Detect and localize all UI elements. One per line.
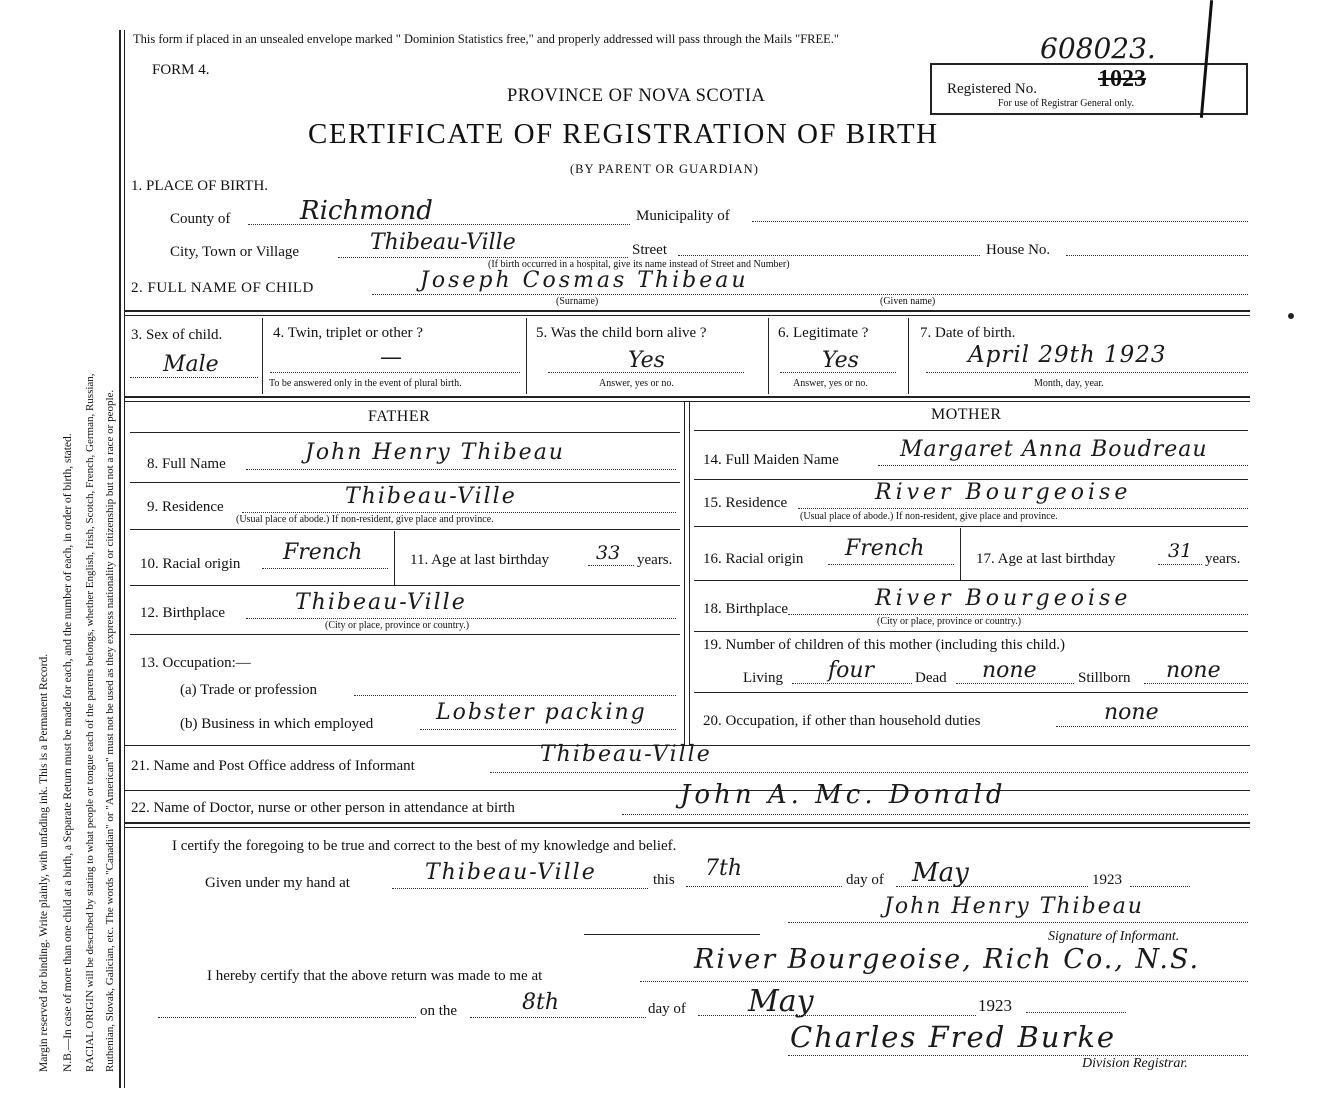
dead-value: none (982, 658, 1037, 683)
mother-age-label: 17. Age at last birthday (976, 551, 1116, 567)
on-the-label: on the (420, 1003, 458, 1019)
mother-residence-label: 15. Residence (703, 495, 788, 511)
day-of-label: day of (846, 872, 884, 888)
this-day: 7th (705, 856, 743, 881)
county-label: County of (170, 211, 231, 227)
city-value: Thibeau-Ville (370, 230, 516, 255)
registrar-day-of-label: day of (648, 1001, 686, 1017)
mother-occupation-label: 20. Occupation, if other than household duties (703, 713, 981, 729)
business-label: (b) Business in which employed (180, 716, 374, 732)
father-heading: FATHER (368, 408, 431, 425)
registrar-title: Division Registrar. (1082, 1056, 1188, 1071)
mother-heading: MOTHER (931, 406, 1002, 423)
registrar-day: 8th (522, 990, 560, 1015)
left-border (119, 30, 121, 1088)
registered-number-struck: 1023 (1098, 66, 1146, 92)
registered-label: Registered No. (947, 81, 1037, 97)
registrar-month: May (748, 984, 814, 1019)
hospital-note: (If birth occurred in a hospital, give its name instead of Street and Number) (488, 259, 790, 270)
legitimate-value: Yes (822, 348, 859, 373)
ink-dot (1288, 313, 1294, 319)
doctor-value: John A. Mc. Donald (680, 780, 1007, 810)
house-label: House No. (986, 242, 1051, 258)
registrar-statement: I hereby certify that the above return was made to me at (207, 968, 543, 984)
alive-note: Answer, yes or no. (599, 378, 674, 389)
father-age-label: 11. Age at last birthday (410, 552, 549, 568)
twin-note: To be answered only in the event of plural birth. (269, 378, 462, 389)
county-value: Richmond (300, 196, 433, 226)
province-title: PROVINCE OF NOVA SCOTIA (507, 86, 766, 106)
sex-label: 3. Sex of child. (131, 327, 223, 343)
informant-label: 21. Name and Post Office address of Informant (131, 758, 415, 774)
children-label: 19. Number of children of this mother (including this child.) (703, 637, 1066, 653)
informant-value: Thibeau-Ville (540, 742, 712, 767)
occupation-label: 13. Occupation:— (140, 655, 251, 671)
place-of-birth-heading: 1. PLACE OF BIRTH. (131, 178, 269, 194)
form-number: FORM 4. (152, 62, 210, 78)
father-age-value: 33 (596, 542, 621, 564)
father-age-unit: years. (637, 552, 673, 568)
registrar-signature: Charles Fred Burke (790, 1020, 1117, 1054)
margin-line-3: RACIAL ORIGIN will be described by stating to what people or tongue each of the parents belongs, whether English, Irish, Scotch, French, German, Russian, (84, 373, 96, 1072)
legitimate-label: 6. Legitimate ? (778, 325, 869, 341)
child-name-label: 2. FULL NAME OF CHILD (131, 280, 314, 296)
informant-signature: John Henry Thibeau (884, 894, 1144, 919)
given-year: 1923 (1092, 872, 1122, 888)
twin-label: 4. Twin, triplet or other ? (273, 325, 423, 341)
mother-residence-value: River Bourgeoise (875, 480, 1132, 505)
street-label: Street (632, 242, 667, 258)
dob-label: 7. Date of birth. (920, 325, 1016, 341)
father-birthplace-label: 12. Birthplace (140, 605, 225, 621)
certify-statement: I certify the foregoing to be true and correct to the best of my knowledge and belief. (172, 838, 677, 854)
municipality-label: Municipality of (636, 208, 730, 224)
father-racial-label: 10. Racial origin (140, 556, 241, 572)
mother-age-unit: years. (1205, 551, 1241, 567)
registered-number-handwritten: 608023. (1040, 32, 1156, 65)
trade-label: (a) Trade or profession (180, 682, 318, 698)
father-name-value: John Henry Thibeau (305, 440, 565, 465)
given-place: Thibeau-Ville (425, 860, 597, 885)
mother-birthplace-value: River Bourgeoise (875, 586, 1132, 611)
father-birthplace-note: (City or place, province or country.) (325, 620, 470, 631)
doctor-label: 22. Name of Doctor, nurse or other person in attendance at birth (131, 800, 515, 816)
dead-label: Dead (915, 670, 947, 686)
legitimate-note: Answer, yes or no. (793, 378, 868, 389)
mother-racial-value: French (845, 536, 925, 561)
business-value: Lobster packing (436, 700, 647, 725)
mother-name-label: 14. Full Maiden Name (703, 452, 839, 468)
given-name-note: (Given name) (880, 296, 936, 307)
father-residence-value: Thibeau-Ville (345, 484, 517, 509)
mother-residence-note: (Usual place of abode.) If non-resident, give place and province. (800, 511, 1058, 522)
father-racial-value: French (283, 540, 363, 565)
margin-line-4: Ruthenian, Slovak, Galician, etc. The words "Canadian" or "American" must not be used as they express nationality or citizenship but not a race or people. (104, 389, 116, 1072)
given-label: Given under my hand at (205, 875, 350, 891)
stillborn-label: Stillborn (1078, 670, 1131, 686)
signature-label: Signature of Informant. (1048, 929, 1180, 944)
left-border-inner (124, 30, 125, 1088)
margin-line-2: N.B.—In case of more than one child at a birth, a Separate Return must be made for each, and the number of each, in order of birth, stated. (62, 433, 74, 1072)
mother-occupation-value: none (1104, 700, 1159, 725)
certificate-title: CERTIFICATE OF REGISTRATION OF BIRTH (308, 118, 939, 150)
mother-birthplace-label: 18. Birthplace (703, 601, 788, 617)
sex-value: Male (163, 352, 219, 377)
mother-name-value: Margaret Anna Boudreau (900, 437, 1208, 462)
father-residence-label: 9. Residence (147, 499, 224, 515)
living-value: four (828, 658, 875, 683)
father-birthplace-value: Thibeau-Ville (295, 590, 467, 615)
given-month: May (912, 858, 969, 888)
father-residence-note: (Usual place of abode.) If non-resident, give place and province. (236, 514, 494, 525)
father-name-label: 8. Full Name (147, 456, 226, 472)
mail-notice: This form if placed in an unsealed envelope marked " Dominion Statistics free," and properly addressed will pass through the Mails "FREE." (133, 32, 840, 46)
mother-birthplace-note: (City or place, province or country.) (877, 616, 1022, 627)
alive-label: 5. Was the child born alive ? (536, 325, 707, 341)
registered-note: For use of Registrar General only. (998, 98, 1134, 109)
certificate-subtitle: (BY PARENT OR GUARDIAN) (570, 162, 759, 176)
this-label: this (653, 872, 675, 888)
stillborn-value: none (1166, 658, 1221, 683)
living-label: Living (743, 670, 783, 686)
child-name-value: Joseph Cosmas Thibeau (420, 268, 749, 293)
alive-value: Yes (628, 348, 665, 373)
mother-racial-label: 16. Racial origin (703, 551, 804, 567)
surname-note: (Surname) (556, 296, 599, 307)
dob-note: Month, day, year. (1034, 378, 1104, 389)
twin-value: — (380, 345, 402, 370)
city-label: City, Town or Village (170, 244, 300, 260)
margin-line-1: Margin reserved for binding. Write plainly, with unfading ink. This is a Permanent Record. (38, 653, 50, 1072)
mother-age-value: 31 (1168, 540, 1193, 562)
registrar-place: River Bourgeoise, Rich Co., N.S. (694, 944, 1201, 975)
dob-value: April 29th 1923 (968, 342, 1167, 368)
registrar-year: 1923 (978, 996, 1012, 1015)
